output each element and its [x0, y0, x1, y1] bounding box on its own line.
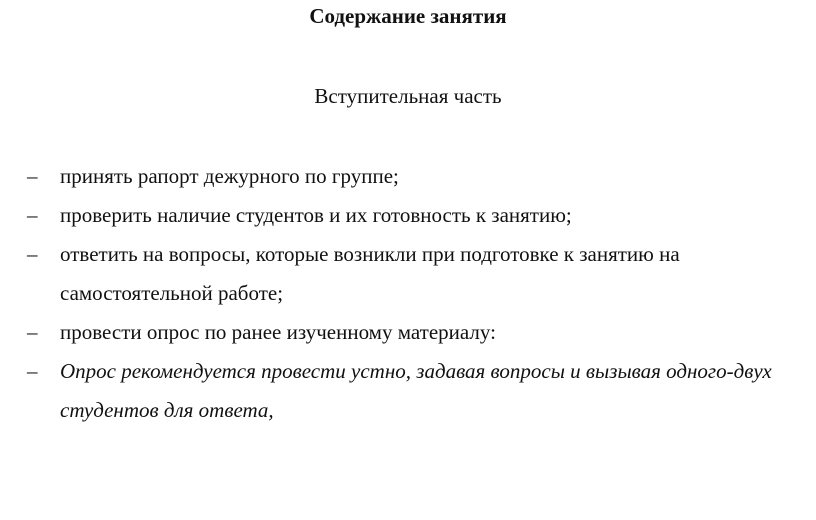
dash-bullet: – — [27, 359, 38, 383]
list-item-text: ответить на вопросы, которые возникли при подготовке к занятию на самостоятельной работе; — [60, 242, 680, 305]
list-item-text: принять рапорт дежурного по группе; — [60, 164, 399, 188]
section-subtitle: Вступительная часть — [314, 84, 502, 108]
list-item-text: Опрос рекомендуется провести устно, задавая вопросы и вызывая одного-двух студентов для ответа, — [60, 359, 772, 422]
list-item — [0, 196, 816, 235]
task-list — [0, 157, 816, 430]
dash-bullet: – — [27, 320, 38, 344]
list-item-text: провести опрос по ранее изученному материалу: — [60, 320, 496, 344]
page-title: Содержание занятия — [309, 4, 507, 28]
list-item-text: проверить наличие студентов и их готовность к занятию; — [60, 203, 572, 227]
list-item — [0, 157, 816, 196]
list-item — [0, 235, 816, 313]
dash-bullet: – — [27, 203, 38, 227]
dash-bullet: – — [27, 242, 38, 266]
list-item — [0, 352, 816, 430]
list-item — [0, 313, 816, 352]
dash-bullet: – — [27, 164, 38, 188]
